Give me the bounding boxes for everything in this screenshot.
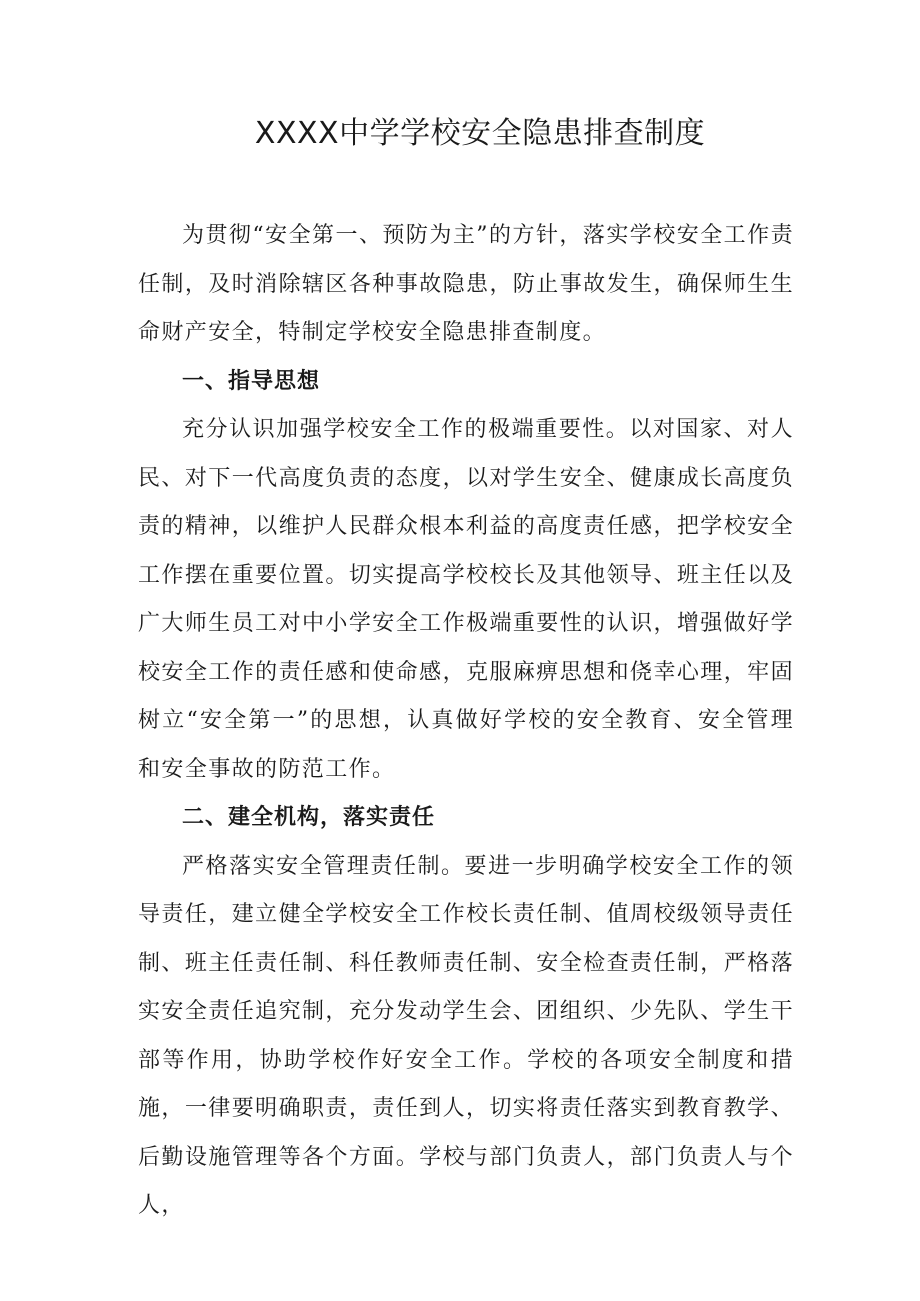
section-heading-guiding-ideology: 一、指导思想: [182, 368, 321, 394]
intro-paragraph: 为贯彻“安全第一、预防为主”的方针，落实学校安全工作责任制，及时消除辖区各种事故隐患，防止事故发生，确保师生生命财产安全，特制定学校安全隐患排查制度。: [138, 223, 794, 345]
section-heading-organization-responsibility: 二、建全机构，落实责任: [182, 805, 436, 830]
document-title: XXXX中学学校安全隐患排查制度: [254, 116, 706, 151]
document-body: [138, 212, 794, 1231]
section-paragraph-organization-responsibility: 严格落实安全管理责任制。要进一步明确学校安全工作的领导责任，建立健全学校安全工作校长责任制、值周校级领导责任制、班主任责任制、科任教师责任制、安全检查责任制，严格落实安全责任追究制，充分发动学生会、团组织、少先队、学生干部等作用，协助学校作好安全工作。学校的各项安全制度和措施，一律要明确职责，责任到人，切实将责任落实到教育教学、后勤设施管理等各个方面。学校与部门负责人，部门负责人与个人，: [138, 853, 794, 1218]
section-paragraph-guiding-ideology: 充分认识加强学校安全工作的极端重要性。以对国家、对人民、对下一代高度负责的态度，以对学生安全、健康成长高度负责的精神，以维护人民群众根本利益的高度责任感，把学校安全工作摆在重要位置。切实提高学校校长及其他领导、班主任以及广大师生员工对中小学安全工作极端重要性的认识，增强做好学校安全工作的责任感和使命感，克服麻痹思想和侥幸心理，牢固树立“安全第一”的思想，认真做好学校的安全教育、安全管理和安全事故的防范工作。: [138, 417, 794, 782]
